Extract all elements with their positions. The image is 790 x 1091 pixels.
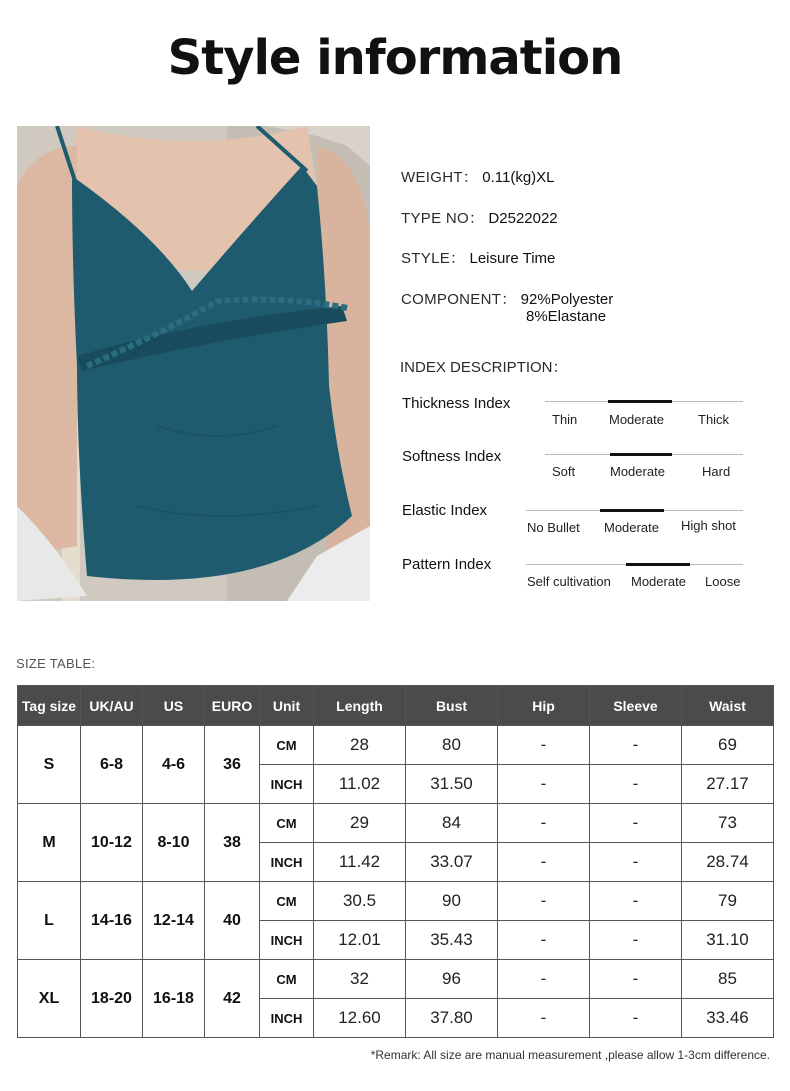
header-waist: Waist bbox=[682, 686, 774, 726]
size-table-header bbox=[18, 686, 774, 726]
header-uk-au: UK/AU bbox=[81, 686, 143, 726]
hip-cell: - bbox=[498, 804, 590, 843]
type-value: D2522022 bbox=[488, 210, 558, 227]
unit-cell: CM bbox=[260, 882, 314, 921]
page-title: Style information bbox=[167, 30, 623, 86]
header-hip: Hip bbox=[498, 686, 590, 726]
unit-cell: INCH bbox=[260, 999, 314, 1038]
thickness-label-low: Thin bbox=[552, 412, 578, 427]
header-sleeve: Sleeve bbox=[590, 686, 682, 726]
softness-scale-selected bbox=[610, 453, 672, 456]
thickness-scale-selected bbox=[608, 400, 672, 403]
softness-label-low: Soft bbox=[552, 464, 576, 479]
index-heading: INDEX DESCRIPTION： bbox=[400, 359, 568, 376]
unit-cell: CM bbox=[260, 804, 314, 843]
bust-cell: 33.07 bbox=[406, 843, 498, 882]
hip-cell: - bbox=[498, 921, 590, 960]
length-cell: 11.42 bbox=[314, 843, 406, 882]
euro-cell: 38 bbox=[205, 804, 260, 882]
style-label: STYLE： bbox=[401, 250, 466, 267]
unit-cell: INCH bbox=[260, 843, 314, 882]
euro-cell: 36 bbox=[205, 726, 260, 804]
header-us: US bbox=[143, 686, 205, 726]
hip-cell: - bbox=[498, 960, 590, 999]
bust-cell: 90 bbox=[406, 882, 498, 921]
sleeve-cell: - bbox=[590, 882, 682, 921]
elastic-label-high: High shot bbox=[681, 518, 736, 533]
bust-cell: 37.80 bbox=[406, 999, 498, 1038]
model-tank-top-photo-icon bbox=[17, 126, 370, 601]
tag-size-cell: S bbox=[18, 726, 81, 804]
bust-cell: 96 bbox=[406, 960, 498, 999]
type-row bbox=[401, 207, 558, 228]
thickness-label-high: Thick bbox=[698, 412, 730, 427]
us-cell: 12-14 bbox=[143, 882, 205, 960]
hip-cell: - bbox=[498, 843, 590, 882]
thickness-index-name: Thickness Index bbox=[402, 395, 511, 412]
waist-cell: 28.74 bbox=[682, 843, 774, 882]
uk-au-cell: 18-20 bbox=[81, 960, 143, 1038]
thickness-label-mid: Moderate bbox=[609, 412, 664, 427]
bust-cell: 80 bbox=[406, 726, 498, 765]
bust-cell: 35.43 bbox=[406, 921, 498, 960]
weight-row bbox=[401, 166, 555, 187]
length-cell: 28 bbox=[314, 726, 406, 765]
waist-cell: 33.46 bbox=[682, 999, 774, 1038]
length-cell: 11.02 bbox=[314, 765, 406, 804]
us-cell: 16-18 bbox=[143, 960, 205, 1038]
table-row bbox=[18, 804, 774, 843]
header-unit: Unit bbox=[260, 686, 314, 726]
pattern-index-name: Pattern Index bbox=[402, 556, 492, 573]
sleeve-cell: - bbox=[590, 843, 682, 882]
header-bust: Bust bbox=[406, 686, 498, 726]
hip-cell: - bbox=[498, 999, 590, 1038]
table-row bbox=[18, 960, 774, 999]
uk-au-cell: 6-8 bbox=[81, 726, 143, 804]
hip-cell: - bbox=[498, 765, 590, 804]
model-photo bbox=[17, 126, 370, 601]
unit-cell: CM bbox=[260, 960, 314, 999]
component-value-1: 92%Polyester bbox=[520, 291, 614, 308]
component-value-2: 8%Elastane bbox=[526, 308, 607, 325]
hip-cell: - bbox=[498, 882, 590, 921]
sleeve-cell: - bbox=[590, 960, 682, 999]
tag-size-cell: XL bbox=[18, 960, 81, 1038]
length-cell: 12.01 bbox=[314, 921, 406, 960]
header-tag-size: Tag size bbox=[18, 686, 81, 726]
waist-cell: 69 bbox=[682, 726, 774, 765]
elastic-label-mid: Moderate bbox=[604, 520, 659, 535]
elastic-index-name: Elastic Index bbox=[402, 502, 488, 519]
length-cell: 29 bbox=[314, 804, 406, 843]
sleeve-cell: - bbox=[590, 999, 682, 1038]
weight-label: WEIGHT： bbox=[401, 169, 479, 186]
length-cell: 30.5 bbox=[314, 882, 406, 921]
length-cell: 32 bbox=[314, 960, 406, 999]
tag-size-cell: L bbox=[18, 882, 81, 960]
elastic-scale-selected bbox=[600, 509, 664, 512]
style-row bbox=[401, 247, 555, 268]
size-table-label: SIZE TABLE: bbox=[16, 656, 96, 671]
waist-cell: 73 bbox=[682, 804, 774, 843]
pattern-label-mid: Moderate bbox=[631, 574, 686, 589]
softness-label-mid: Moderate bbox=[610, 464, 665, 479]
elastic-label-low: No Bullet bbox=[527, 520, 580, 535]
uk-au-cell: 14-16 bbox=[81, 882, 143, 960]
us-cell: 4-6 bbox=[143, 726, 205, 804]
pattern-label-low: Self cultivation bbox=[527, 574, 611, 589]
header-length: Length bbox=[314, 686, 406, 726]
sleeve-cell: - bbox=[590, 804, 682, 843]
softness-index-name: Softness Index bbox=[402, 448, 502, 465]
euro-cell: 40 bbox=[205, 882, 260, 960]
size-table bbox=[17, 685, 774, 1038]
table-row bbox=[18, 726, 774, 765]
sleeve-cell: - bbox=[590, 726, 682, 765]
bust-cell: 31.50 bbox=[406, 765, 498, 804]
component-row bbox=[401, 288, 613, 309]
weight-value: 0.11(kg)XL bbox=[482, 169, 555, 186]
sleeve-cell: - bbox=[590, 765, 682, 804]
style-value: Leisure Time bbox=[469, 250, 556, 267]
uk-au-cell: 10-12 bbox=[81, 804, 143, 882]
hip-cell: - bbox=[498, 726, 590, 765]
waist-cell: 79 bbox=[682, 882, 774, 921]
remark-note: *Remark: All size are manual measurement ,please allow 1-3cm difference. bbox=[370, 1048, 770, 1062]
type-label: TYPE NO： bbox=[401, 210, 485, 227]
waist-cell: 27.17 bbox=[682, 765, 774, 804]
euro-cell: 42 bbox=[205, 960, 260, 1038]
header-euro: EURO bbox=[205, 686, 260, 726]
waist-cell: 31.10 bbox=[682, 921, 774, 960]
sleeve-cell: - bbox=[590, 921, 682, 960]
waist-cell: 85 bbox=[682, 960, 774, 999]
softness-label-high: Hard bbox=[702, 464, 731, 479]
pattern-scale-selected bbox=[626, 563, 690, 566]
pattern-label-high: Loose bbox=[705, 574, 741, 589]
length-cell: 12.60 bbox=[314, 999, 406, 1038]
unit-cell: CM bbox=[260, 726, 314, 765]
unit-cell: INCH bbox=[260, 765, 314, 804]
component-label: COMPONENT： bbox=[401, 291, 517, 308]
us-cell: 8-10 bbox=[143, 804, 205, 882]
table-row bbox=[18, 882, 774, 921]
tag-size-cell: M bbox=[18, 804, 81, 882]
unit-cell: INCH bbox=[260, 921, 314, 960]
bust-cell: 84 bbox=[406, 804, 498, 843]
